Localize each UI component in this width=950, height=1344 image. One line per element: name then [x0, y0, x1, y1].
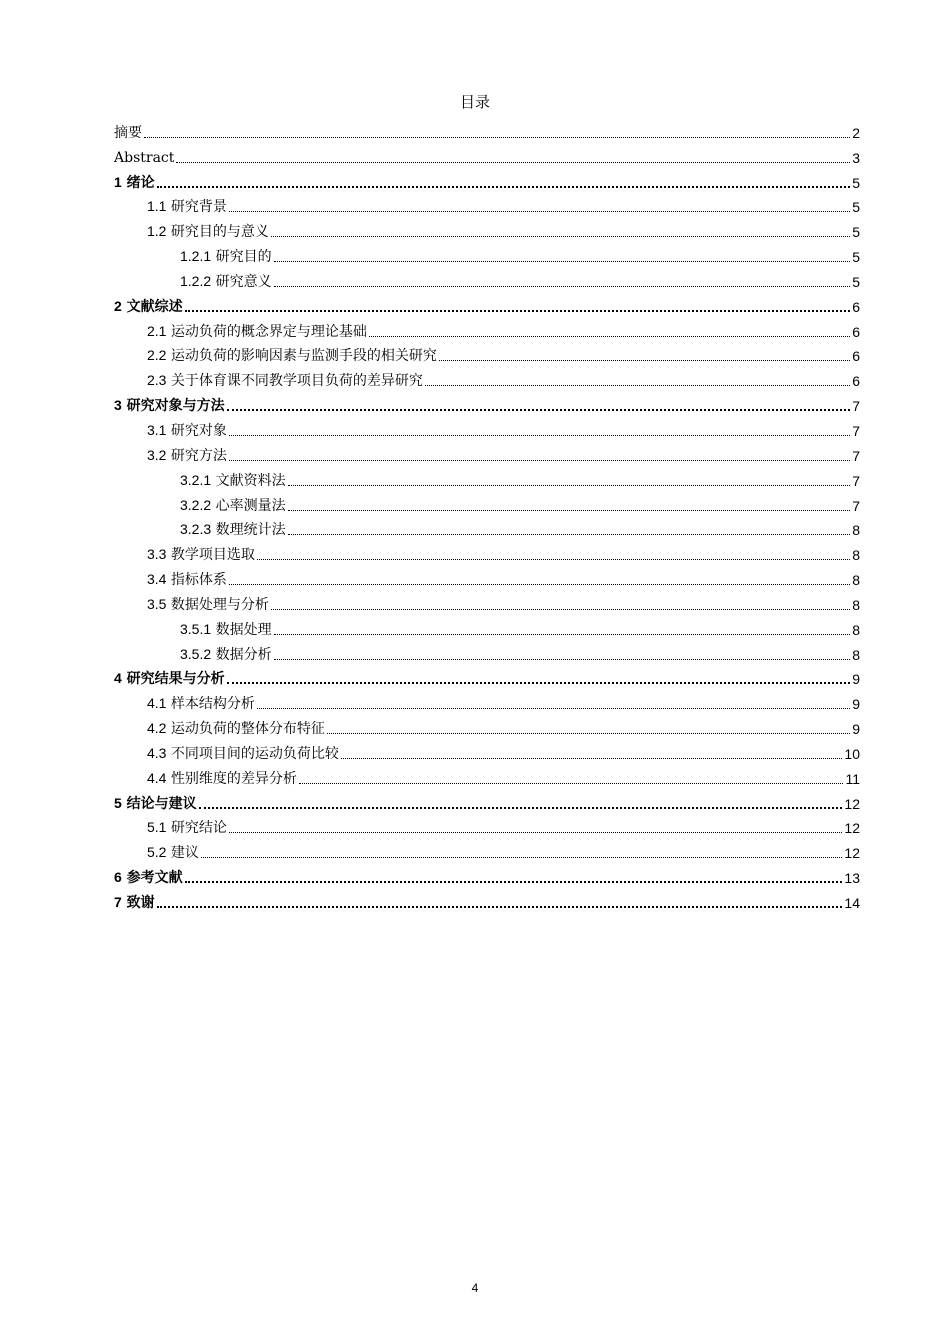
- toc-leader-dots: [274, 633, 851, 635]
- toc-entry-label: [180, 620, 272, 639]
- toc-entry-number: 2.1: [147, 322, 167, 339]
- toc-entry-label: [114, 396, 225, 415]
- toc-entry-text: 研究目的: [215, 249, 272, 266]
- toc-entry-page: 12: [844, 820, 860, 837]
- toc-entry-page: 8: [852, 596, 860, 613]
- toc-leader-dots: [229, 459, 850, 461]
- toc-entry-label: [180, 496, 286, 515]
- toc-entry-page: 9: [852, 721, 860, 738]
- toc-entry[interactable]: [114, 415, 860, 440]
- toc-entry-label: [147, 570, 227, 589]
- toc-leader-dots: [157, 905, 843, 908]
- toc-leader-dots: [271, 608, 850, 610]
- toc-entry[interactable]: [114, 365, 860, 390]
- toc-leader-dots: [229, 210, 850, 212]
- toc-leader-dots: [341, 757, 843, 759]
- toc-entry[interactable]: [114, 539, 860, 564]
- toc-entry-label: [147, 744, 339, 763]
- toc-entry[interactable]: [114, 688, 860, 713]
- toc-entry-text: 运动负荷的概念界定与理论基础: [170, 323, 367, 340]
- toc-entry-number: 1.2: [147, 223, 167, 240]
- toc-entry[interactable]: [114, 788, 860, 813]
- toc-entry-page: 12: [844, 845, 860, 862]
- toc-entry-label: [147, 197, 227, 216]
- toc-leader-dots: [288, 509, 851, 511]
- toc-entry-page: 7: [852, 398, 860, 415]
- toc-entry-number: 3.2.1: [180, 471, 212, 488]
- toc-entry-number: 4.1: [147, 695, 167, 712]
- toc-leader-dots: [229, 583, 850, 585]
- toc-entry[interactable]: [114, 440, 860, 465]
- toc-entry-text: 教学项目选取: [170, 547, 255, 564]
- toc-entry[interactable]: [114, 167, 860, 192]
- toc-entry-label: [114, 868, 183, 887]
- toc-entry-text: 数据分析: [215, 646, 272, 663]
- toc-leader-dots: [201, 856, 843, 858]
- toc-entry-label: [114, 794, 197, 813]
- toc-entry-label: [114, 893, 155, 912]
- toc-entry-page: 5: [852, 273, 860, 290]
- toc-entry[interactable]: [114, 589, 860, 614]
- toc-entry-page: 6: [852, 348, 860, 365]
- toc-entry-page: 7: [852, 447, 860, 464]
- toc-entry-page: 9: [852, 671, 860, 688]
- toc-entry-label: [147, 371, 423, 390]
- toc-entry-text: 致谢: [126, 895, 155, 911]
- toc-entry-text: 样本结构分析: [170, 696, 255, 713]
- toc-entry-text: 数据处理: [215, 621, 272, 638]
- toc-entry[interactable]: [114, 862, 860, 887]
- toc-entry[interactable]: [114, 142, 860, 167]
- toc-entry-text: 运动负荷的影响因素与监测手段的相关研究: [170, 348, 437, 365]
- toc-entry[interactable]: [114, 291, 860, 316]
- toc-entry-label: [147, 769, 297, 788]
- toc-entry-label: [147, 694, 255, 713]
- toc-entry-page: 11: [845, 770, 860, 787]
- toc-leader-dots: [425, 384, 850, 386]
- toc-entry-label: [114, 149, 174, 167]
- toc-entry[interactable]: [114, 639, 860, 664]
- toc-entry-page: 10: [844, 745, 860, 762]
- toc-entry-page: 9: [852, 696, 860, 713]
- toc-entry-number: 3.5: [147, 595, 167, 612]
- toc-entry[interactable]: [114, 490, 860, 515]
- toc-entry-page: 8: [852, 572, 860, 589]
- toc-entry-number: 5.1: [147, 819, 167, 836]
- toc-title: 目录: [459, 93, 490, 111]
- toc-entry-number: 1: [114, 173, 122, 190]
- toc-leader-dots: [185, 309, 851, 312]
- toc-entry-page: 8: [852, 522, 860, 539]
- toc-entry-text: 摘要: [114, 124, 142, 141]
- toc-leader-dots: [144, 136, 850, 138]
- toc-entry-label: [114, 124, 142, 142]
- toc-entry-text: 研究对象与方法: [126, 398, 225, 415]
- toc-entry-label: [147, 818, 227, 837]
- toc-entry-label: [147, 595, 269, 614]
- toc-entry[interactable]: [114, 713, 860, 738]
- toc-entry-label: [147, 322, 367, 341]
- toc-leader-dots: [257, 707, 850, 709]
- toc-entry-text: 参考文献: [126, 870, 183, 887]
- toc-entry-text: 指标体系: [170, 572, 227, 589]
- toc-entry-label: [147, 421, 227, 440]
- toc-entry-page: 3: [852, 149, 860, 166]
- toc-entry-label: [180, 471, 286, 490]
- toc-entry-text: 研究结果与分析: [126, 671, 225, 688]
- toc-entry[interactable]: [114, 316, 860, 341]
- toc-entry-text: 研究背景: [170, 199, 227, 216]
- toc-entry-label: [180, 520, 286, 539]
- toc-entry[interactable]: [114, 390, 860, 415]
- toc-entry-text: 研究目的与意义: [170, 224, 269, 241]
- toc-leader-dots: [369, 335, 850, 337]
- toc-entry-page: 6: [852, 373, 860, 390]
- toc-entry[interactable]: [114, 192, 860, 217]
- toc-entry-page: 6: [852, 323, 860, 340]
- toc-entry[interactable]: [114, 216, 860, 241]
- toc-entry-page: 6: [852, 298, 860, 315]
- toc-entry-text: 文献资料法: [215, 472, 286, 489]
- toc-entry-page: 8: [852, 621, 860, 638]
- toc-entry-number: 3.5.2: [180, 645, 212, 662]
- toc-leader-dots: [299, 782, 844, 784]
- toc-entry-number: 1.2.1: [180, 248, 212, 265]
- toc-entry-label: [147, 545, 255, 564]
- toc-entry-page: 5: [852, 174, 860, 191]
- toc-leader-dots: [227, 681, 851, 684]
- toc-entry-number: 6: [114, 869, 122, 886]
- toc-entry-number: 2: [114, 297, 122, 314]
- toc-entry-page: 8: [852, 646, 860, 663]
- toc-entry-page: 7: [852, 472, 860, 489]
- toc-leader-dots: [271, 235, 850, 237]
- toc-entry-label: [114, 173, 155, 192]
- toc-entry-text: 关于体育课不同教学项目负荷的差异研究: [170, 373, 423, 390]
- toc-entry-text: Abstract: [114, 149, 175, 166]
- toc-entry[interactable]: [114, 266, 860, 291]
- toc-entry-number: 3.4: [147, 571, 167, 588]
- toc-entry-label: [147, 222, 269, 241]
- toc-entry[interactable]: [114, 738, 860, 763]
- toc-entry-text: 结论与建议: [126, 795, 197, 812]
- toc-entry-label: [180, 645, 272, 664]
- toc-entry-label: [114, 297, 183, 316]
- toc-entry-text: 绪论: [126, 174, 155, 191]
- toc-entry-label: [147, 843, 199, 862]
- toc-entry[interactable]: [114, 763, 860, 788]
- toc-entry[interactable]: [114, 664, 860, 689]
- toc-entry-text: 性别维度的差异分析: [170, 770, 297, 787]
- toc-entry-page: 13: [844, 870, 860, 887]
- toc-entry[interactable]: [114, 465, 860, 490]
- toc-leader-dots: [288, 484, 851, 486]
- toc-entry-page: 5: [852, 224, 860, 241]
- toc-entry-number: 3.1: [147, 421, 167, 438]
- toc-entry[interactable]: [114, 117, 860, 142]
- toc-entry[interactable]: [114, 515, 860, 540]
- toc-entry-text: 不同项目间的运动负荷比较: [170, 745, 339, 762]
- toc-entry[interactable]: [114, 241, 860, 266]
- toc-entry-number: 1.2.2: [180, 272, 212, 289]
- toc-leader-dots: [157, 185, 851, 188]
- toc-entry-number: 7: [114, 894, 122, 910]
- toc-entry-number: 4: [114, 670, 122, 687]
- toc-leader-dots: [199, 806, 843, 809]
- toc-entry-number: 4.4: [147, 769, 167, 786]
- toc-entry[interactable]: [114, 341, 860, 366]
- toc-leader-dots: [229, 831, 843, 833]
- toc-entry-page: 2: [852, 124, 860, 141]
- toc-entry-label: [147, 719, 325, 738]
- toc-entry-number: 4.3: [147, 744, 167, 761]
- toc-entry-number: 3: [114, 397, 122, 414]
- toc-entry-number: 4.2: [147, 720, 167, 737]
- toc-entry-page: 14: [844, 895, 860, 911]
- toc-entry-text: 研究方法: [170, 447, 227, 464]
- toc-entry-number: 3.5.1: [180, 620, 212, 637]
- toc-leader-dots: [327, 732, 850, 734]
- toc-leader-dots: [229, 434, 850, 436]
- toc-entry[interactable]: [114, 564, 860, 589]
- toc-entry-page: 5: [852, 249, 860, 266]
- toc-leader-dots: [257, 558, 850, 560]
- table-of-contents: [114, 117, 860, 912]
- toc-entry[interactable]: [114, 614, 860, 639]
- toc-entry-number: 1.1: [147, 198, 167, 215]
- toc-entry-label: [147, 346, 437, 365]
- toc-entry-text: 研究对象: [170, 422, 227, 439]
- toc-leader-dots: [185, 880, 843, 883]
- toc-entry-number: 3.2.2: [180, 496, 212, 513]
- toc-entry-text: 运动负荷的整体分布特征: [170, 721, 325, 738]
- toc-entry-page: 5: [852, 199, 860, 216]
- toc-entry-number: 5: [114, 794, 122, 811]
- toc-entry-text: 研究意义: [215, 273, 272, 290]
- toc-entry-text: 数理统计法: [215, 522, 286, 539]
- toc-leader-dots: [439, 359, 850, 361]
- toc-entry-text: 数据处理与分析: [170, 596, 269, 613]
- toc-entry-text: 心率测量法: [215, 497, 286, 514]
- toc-entry-number: 3.3: [147, 546, 167, 563]
- toc-entry-page: 7: [852, 422, 860, 439]
- page-number-footer: 4: [471, 1281, 479, 1295]
- toc-entry-page: 12: [844, 795, 860, 812]
- toc-entry-text: 建议: [170, 845, 199, 862]
- toc-entry-text: 文献综述: [126, 298, 183, 315]
- toc-entry[interactable]: [114, 837, 860, 862]
- toc-entry-label: [180, 272, 272, 291]
- toc-entry[interactable]: [114, 813, 860, 838]
- toc-entry-label: [180, 247, 272, 266]
- toc-leader-dots: [288, 533, 851, 535]
- toc-leader-dots: [274, 260, 851, 262]
- toc-entry[interactable]: [114, 887, 860, 912]
- toc-entry-label: [114, 669, 225, 688]
- toc-leader-dots: [274, 285, 851, 287]
- toc-entry-number: 3.2: [147, 446, 167, 463]
- toc-entry-number: 2.3: [147, 372, 167, 389]
- toc-entry-text: 研究结论: [170, 820, 227, 837]
- toc-leader-dots: [274, 658, 851, 660]
- toc-leader-dots: [227, 408, 851, 411]
- toc-entry-page: 7: [852, 497, 860, 514]
- toc-entry-number: 5.2: [147, 844, 167, 861]
- toc-entry-number: 3.2.3: [180, 521, 212, 538]
- toc-entry-page: 8: [852, 547, 860, 564]
- toc-entry-number: 2.2: [147, 347, 167, 364]
- toc-entry-label: [147, 446, 227, 465]
- toc-leader-dots: [176, 161, 850, 163]
